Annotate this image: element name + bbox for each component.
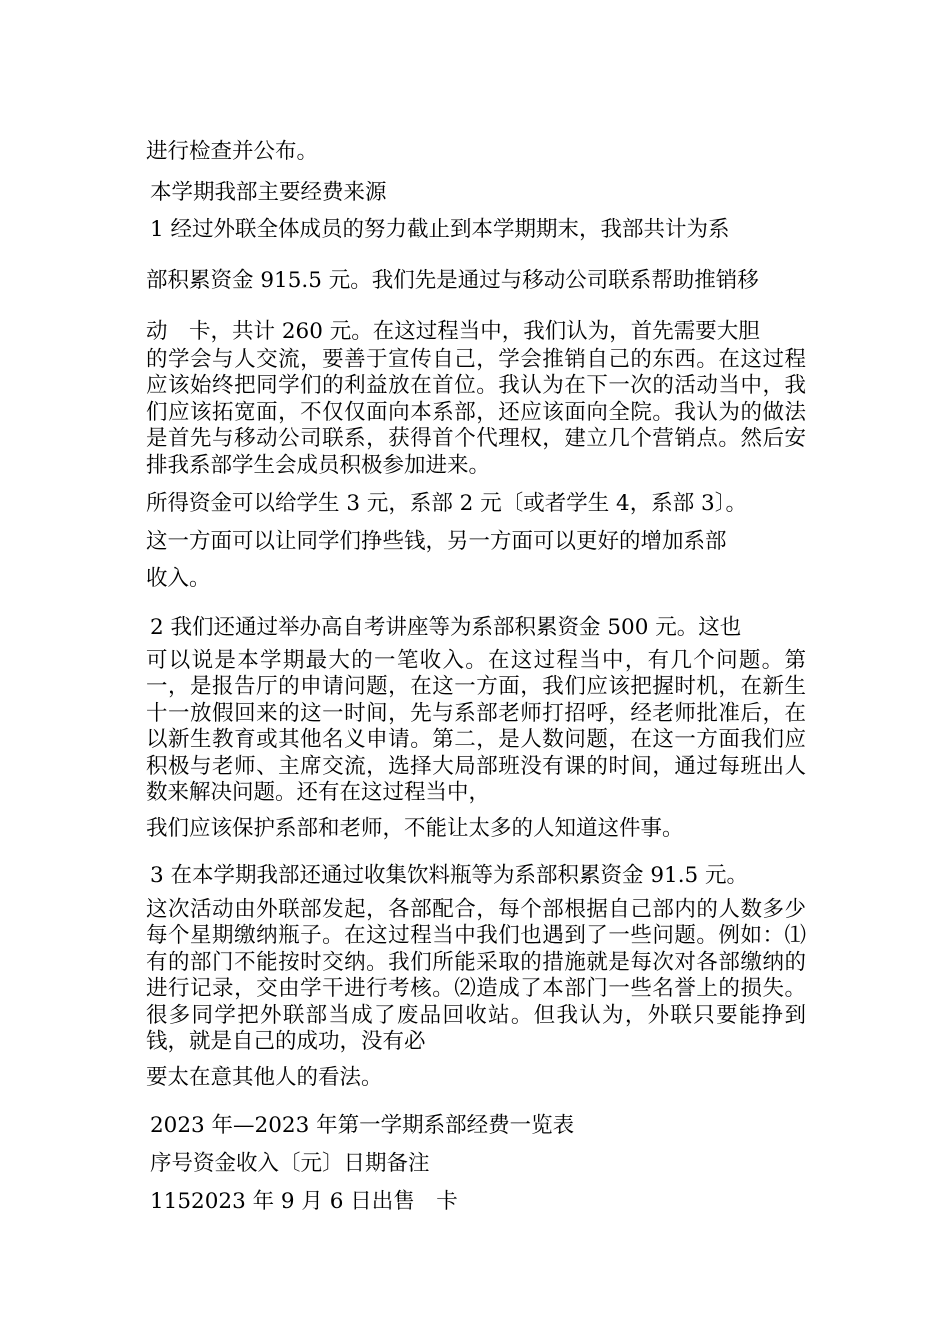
table-row: 1152023 年 9 月 6 日出售 卡 — [150, 1189, 458, 1214]
table-title: 2023 年—2023 年第一学期系部经费一览表 — [150, 1113, 575, 1138]
paragraph-line: 2 我们还通过举办高自考讲座等为系部积累资金 500 元。这也 — [150, 615, 742, 640]
paragraph-line: 部积累资金 915.5 元。我们先是通过与移动公司联系帮助推销移 — [146, 268, 759, 293]
paragraph-line: 1 经过外联全体成员的努力截止到本学期期末，我部共计为系 — [150, 217, 730, 242]
paragraph-line: 这一方面可以让同学们挣些钱，另一方面可以更好的增加系部 — [146, 529, 727, 554]
paragraph-line: 所得资金可以给学生 3 元，系部 2 元〔或者学生 4，系部 3〕。 — [146, 491, 747, 516]
paragraph-line: 动 卡，共计 260 元。在这过程当中，我们认为，首先需要大胆 — [146, 319, 760, 344]
paragraph-line: 进行检查并公布。 — [146, 139, 319, 164]
paragraph-block: 的学会与人交流，要善于宣传自己，学会推销自己的东西。在这过程应该始终把同学们的利益放在首位。我认为在下一次的活动当中，我们应该拓宽面，不仅仅面向本系部，还应该面向全院。我认为的做法是首先与移动公司联系，获得首个代理权，建立几个营销点。然后安排我系部学生会成员积极参加进来。 — [146, 347, 806, 478]
paragraph-block: 这次活动由外联部发起，各部配合，每个部根据自己部内的人数多少每个星期缴纳瓶子。在这过程当中我们也遇到了一些问题。例如：⑴有的部门不能按时交纳。我们所能采取的措施就是每次对各部缴纳的进行记录，交由学干进行考核。⑵造成了本部门一些名誉上的损失。很多同学把外联部当成了废品回收站。但我认为，外联只要能挣到钱，就是自己的成功，没有必 — [146, 897, 806, 1055]
paragraph-line: 收入。 — [146, 566, 211, 591]
paragraph-line: 要太在意其他人的看法。 — [146, 1065, 383, 1090]
paragraph-block: 可以说是本学期最大的一笔收入。在这过程当中，有几个问题。第一，是报告厅的申请问题，在这一方面，我们应该把握时机，在新生十一放假回来的这一时间，先与系部老师打招呼，经老师批准后，在以新生教育或其他名义申请。第二，是人数问题，在这一方面我们应积极与老师、主席交流，选择大局部班没有课的时间，通过每班出人数来解决问题。还有在这过程当中， — [146, 648, 806, 806]
section-heading: 本学期我部主要经费来源 — [150, 180, 387, 205]
table-header: 序号资金收入〔元〕日期备注 — [150, 1151, 430, 1176]
paragraph-line: 我们应该保护系部和老师，不能让太多的人知道这件事。 — [146, 816, 684, 841]
paragraph-line: 3 在本学期我部还通过收集饮料瓶等为系部积累资金 91.5 元。 — [150, 863, 749, 888]
